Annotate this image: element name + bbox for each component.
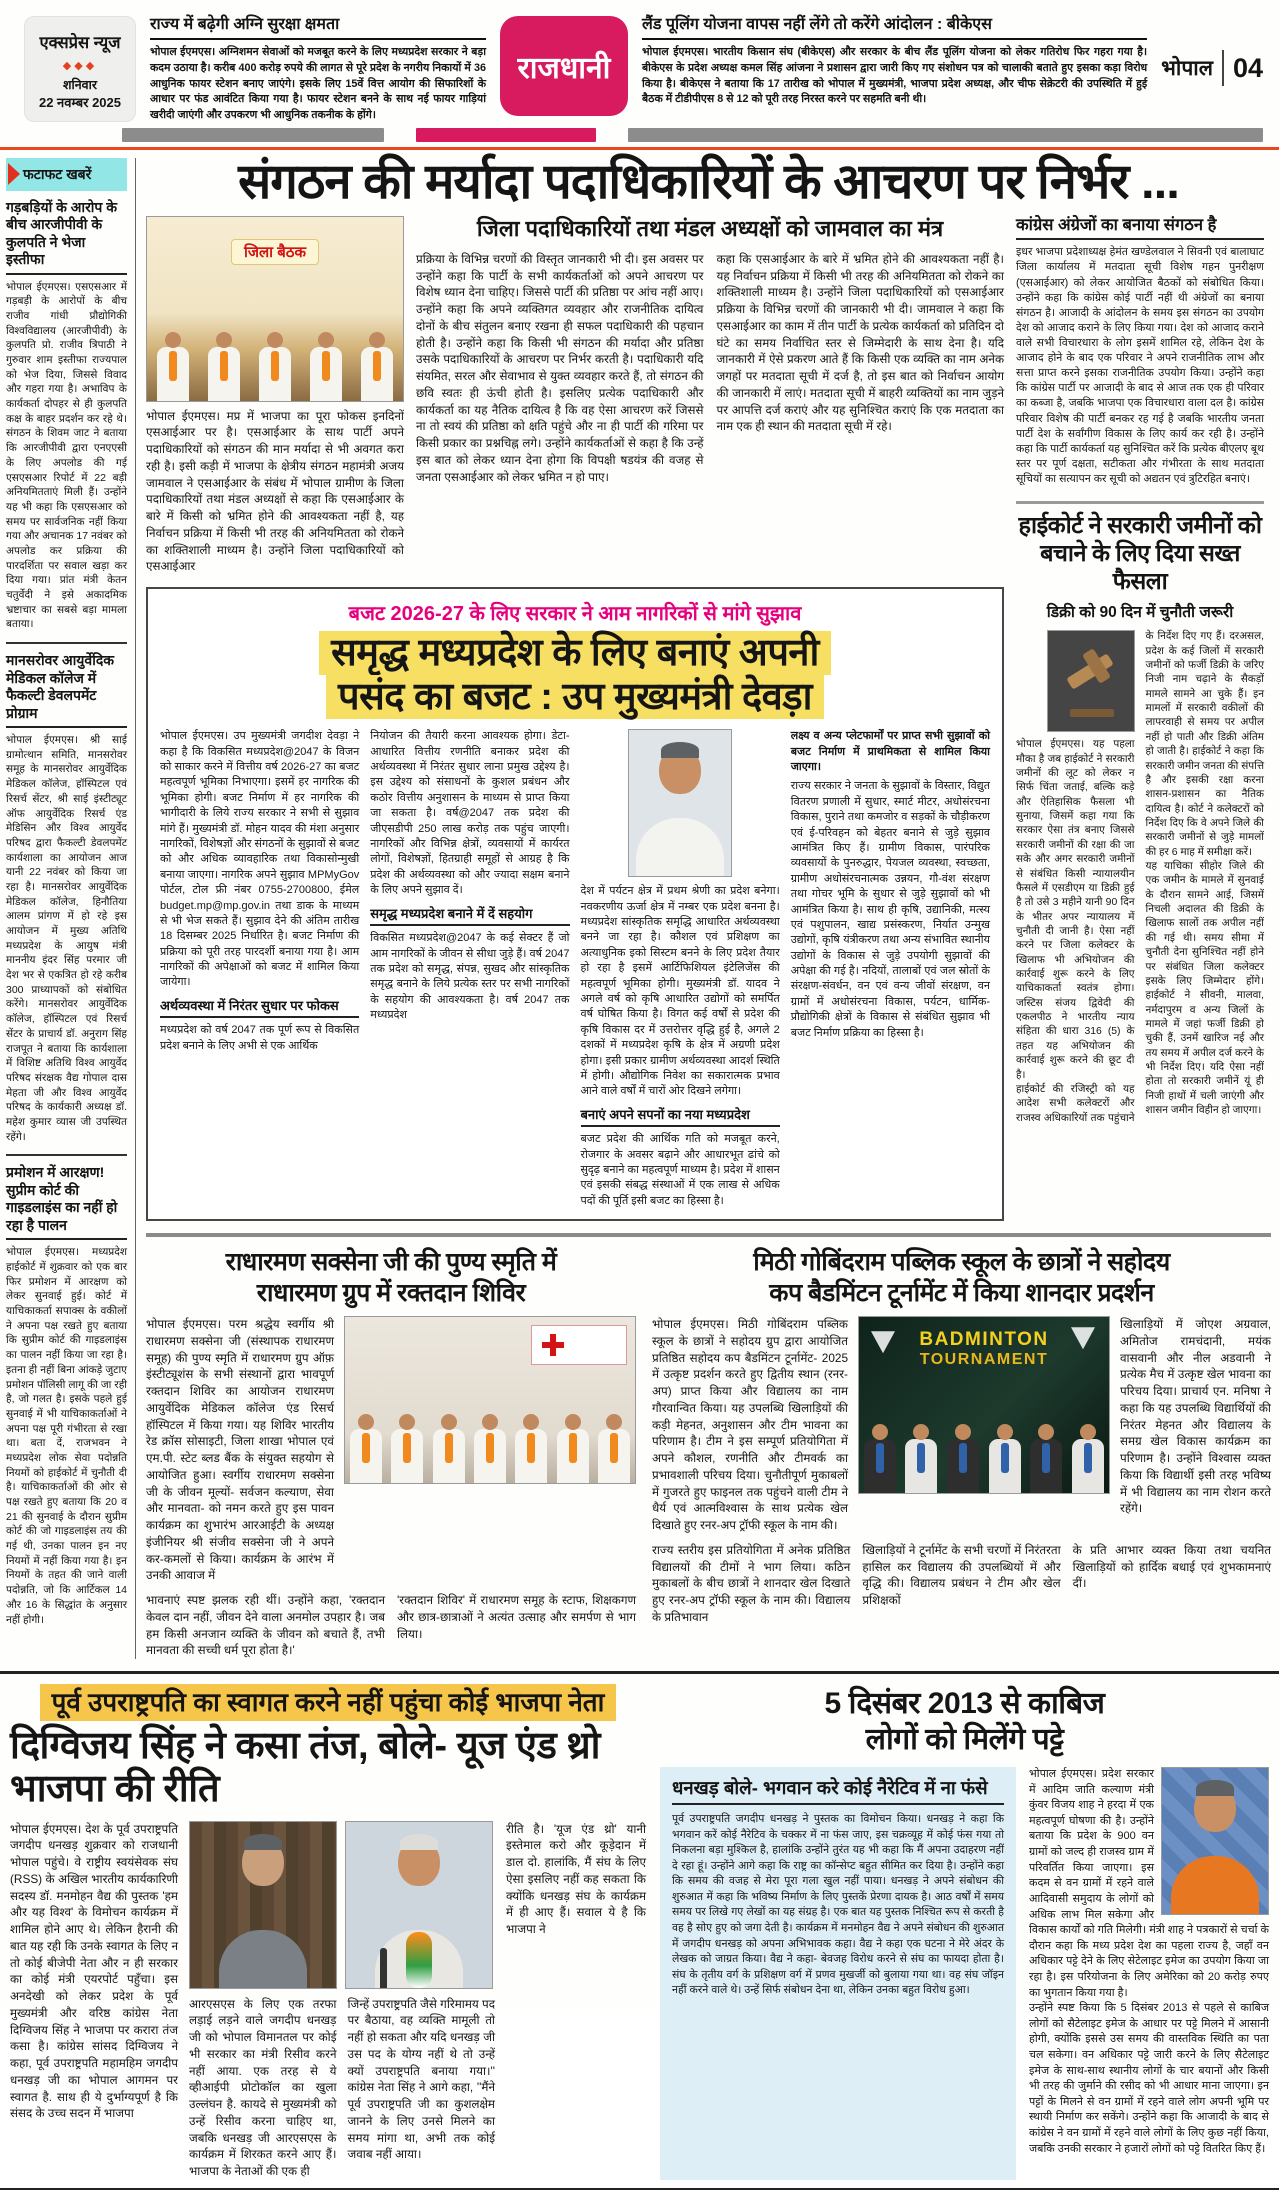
digvijay-col2: आरएसएस के लिए एक तरफा लड़ाई लड़ने वाले जगदीप धनखड़ जी को भोपाल विमानतल पर कोई भी सरकार का मंत्री रिसीव करने नहीं आया. एक तरह से ये व्हीआईपी प्रोटोकॉल का खुला उल्लंघन है. कायदे से मुख्यमंत्री को उन्हें रिसीव करना चाहिए था, जबकि धनखड़ जी आरएसएस के कार्यक्रम में शिरकत करने आए हैं। भाजपा के नेताओं की एक ही <box>189 1996 337 2179</box>
budget-headline: समृद्ध मध्यप्रदेश के लिए बनाएं अपनी पसंद का बजट : उप मुख्यमंत्री देवड़ा <box>160 631 990 719</box>
digvijay-col4: रीति है। 'यूज एंड थ्रो' यानी इस्तेमाल करो और कूड़ेदान में डाल दो. हालांकि, मैं संघ के लिए ऐसा इसलिए नहीं कह सकता कि क्योंकि धनखड़ संघ के कार्यक्रम में ही आए हैं। सवाल ये है कि भाजपा ने <box>506 1821 646 1937</box>
brief-land-pooling <box>642 16 1147 108</box>
badminton-bottom3: के प्रति आभार व्यक्त किया तथा चयनित खिलाड़ियों को हार्दिक बधाई एवं शुभकामनाएं दीं। <box>1072 1542 1271 1591</box>
badminton-bottom2: खिलाड़ियों ने टूर्नामेंट के सभी चरणों में निरंतरता हासिल कर विद्यालय की उपलब्धियों में और वृद्धि की। विद्यालय प्रबंधन ने टीम और खेल प्रशिक्षकों <box>862 1542 1061 1608</box>
brief-body: भोपाल ईएमएस। अग्निशमन सेवाओं को मजबूत करने के लिए मध्यप्रदेश सरकार ने बड़ा कदम उठाया है। करीब 400 करोड़ रुपये की लागत से पूरे प्रदेश के नगरीय निकायों में 36 आधुनिक फायर स्टेशन बनाए जाएंगे। इसके लिए 15वें वित्त आयोग की सिफारिशों के आधार पर फंड आवंटित किया गया है। फायर स्टेशन बनने के साथ नई फायर गाड़ियां खरीदी जाएंगी और उपकरण भी आधुनिक तकनीक के होंगे। <box>150 46 486 121</box>
badminton-article <box>652 1247 1271 1659</box>
dhankhar-quote-box <box>660 1767 1016 2180</box>
people-figures <box>147 327 403 401</box>
badminton-tournament-photo <box>858 1316 1110 1494</box>
quick-news-header <box>6 158 127 191</box>
minister-shah-photo <box>1161 1767 1269 1915</box>
sidebar-article-rgpv <box>6 199 127 633</box>
dhankhar-photo <box>189 1821 337 1989</box>
badminton-headline: मिठी गोबिंदराम पब्लिक स्कूल के छात्रों ने सहोदय कप बैडमिंटन टूर्नामेंट में किया शानदार प्रदर्शन <box>753 1248 1170 1307</box>
badminton-bottom1: राज्य स्तरीय इस प्रतियोगिता में अनेक प्रतिष्ठित विद्यालयों की टीमों ने भाग लिया। कठिन मुकाबलों के बीच छात्रों ने शानदार खेल दिखाते हुए रनर-अप ट्रॉफी स्कूल के नाम की। विद्यालय के प्रतिभावान <box>652 1542 851 1624</box>
blood-col2: भावनाएं स्पष्ट झलक रही थीं। उन्होंने कहा, 'रक्तदान केवल दान नहीं, जीवन देने वाला अनमोल उपहार है। जब हम किसी अनजान व्यक्ति के जीवन को बचाते हैं, तभी मानवता की सच्ची धर्म पूरा होता है।' <box>146 1593 385 1658</box>
page-header <box>0 0 1279 126</box>
article-title: प्रमोशन में आरक्षण! सुप्रीम कोर्ट की गाइडलाइंस का नहीं हो रहा है पालन <box>6 1164 127 1240</box>
weekday: शनिवार <box>63 78 97 92</box>
lead-col1: भोपाल ईएमएस। मप्र में भाजपा का पूरा फोकस इनदिनों एसआईआर पर है। एसआईआर के साथ पार्टी अपने पदाधिकारियों को संगठन की मान मर्यादा से भी अवगत करा रही है। इसी कड़ी में भाजपा के क्षेत्रीय संगठन महामंत्री अजय जामवाल ने एसआईआर के संबंध में भोपाल ग्रामीण के जिला पदाधिकारियों तथा मंडल अध्यक्षों से कहा कि एसआईआर के बारे में किसी को भ्रमित होने की आवश्यकता नहीं है, यह निर्वाचन प्रक्रिया में किसी भी तरह की अनियमितता को रोकने का शक्तिशाली माध्यम है। उन्होंने जिला पदाधिकारियों को एसआईआर <box>146 408 404 574</box>
brief-title: राज्य में बढ़ेगी अग्नि सुरक्षा क्षमता <box>150 16 486 40</box>
decorative-bar <box>122 128 1263 142</box>
issue-date: 22 नवम्बर 2025 <box>38 95 121 110</box>
divider <box>6 1154 127 1156</box>
photo-text: BADMINTON <box>919 1329 1049 1351</box>
bjp-meeting-photo <box>146 216 404 402</box>
lead-subhead: जिला पदाधिकारियों तथा मंडल अध्यक्षों को जामवाल का मंत्र <box>476 215 944 241</box>
quick-news-sidebar <box>6 158 136 1660</box>
triangle-icon <box>8 163 20 185</box>
photo-banner-text: जिला बैठक <box>231 239 319 265</box>
digvijay-article <box>10 1684 646 2180</box>
court-subhead: डिक्री को 90 दिन में चुनौती जरूरी <box>1046 604 1234 622</box>
article-body: भोपाल ईएमएस। मध्यप्रदेश हाईकोर्ट में शुक्रवार को एक बार फिर प्रमोशन में आरक्षण को लेकर सुनवाई हुई। कोर्ट में याचिकाकर्ता सपाक्स के वकीलों ने अपना पक्ष रखते हुए बताया कि सुप्रीम कोर्ट की गाइडलाइंस का पालन नहीं किया जा रहा है। इतना ही नहीं बिना आंकड़े जुटाए प्रमोशन पॉलिसी लागू की जा रही है, जो गलत है। इसके पहले हुई सुनवाई में भी याचिकाकर्ताओं ने अपना पक्ष पूरी गंभीरता से रखा था। बता दें, राजभवन ने मध्यप्रदेश लोक सेवा पदोन्नति नियमों को हाईकोर्ट में चुनौती दी है। याचिकाकर्ताओं की ओर से पक्ष रखते हुए बताया कि 20 व 21 की सुनवाई के दौरान सुप्रीम कोर्ट की जो गाइडलाइंस तय की गई थी, उनका पालन इन नए नियमों में नहीं किया गया है। इन नियमों के तहत की जाने वाली पदोन्नति, जो कि आर्टिकल 14 और 16 के सिद्धांत के अनुसार नहीं होगी। <box>6 1246 127 1626</box>
lead-article <box>146 154 1271 1222</box>
quote-box-title: धनखड़ बोले- भगवान करे कोई नैरेटिव में ना फंसे <box>672 1777 1004 1805</box>
lead-col3: कहा कि एसआईआर के बारे में भ्रमित होने की आवश्यकता नहीं है। यह निर्वाचन प्रक्रिया में किसी भी तरह की अनियमितता को रोकने का शक्तिशाली माध्यम है। उन्होंने जिला पदाधिकारियों को एसआईआर प्रक्रिया के विभिन्न चरणों की जानकारी भी दी। जामवाल ने कहा कि एसआईआर का काम में तीन पार्टी के प्रत्येक कार्यकर्ता को प्रतिदिन दो घंटे का समय निर्वाचित स्तर से जिम्मेदारी के साथ देना है। यदि जानकारी में ऐसे प्रकरण आते हैं कि किसी एक व्यक्ति का नाम अनेक जगहों पर मतदाता सूची में दर्ज है, तो इस बात को निर्वाचन आयोग की जानकारी में लाएं। मतदाता सूची में बाहरी व्यक्तियों का नाम जुड़ने पर आपत्ति दर्ज कराएं और यह सुनिश्चित कराएं कि एक मतदाता का नाम एक ही स्थान की मतदाता सूची में रहे। <box>716 251 1004 434</box>
article-title: गड़बड़ियों के आरोप के बीच आरजीपीवी के कुलपति ने भेजा इस्तीफा <box>6 199 127 275</box>
budget-col2: नियोजन की तैयारी करना आवश्यक होगा। डेटा-आधारित वित्तीय रणनीति बनाकर प्रदेश की अर्थव्यवस्था में निरंतर सुधार लाना प्रमुख उद्देश्य है। इस उद्देश्य को संसाधनों के कुशल प्रबंधन और कठोर वित्तीय अनुशासन के माध्यम से प्राप्त किया जा सकता है। वर्ष@2047 तक प्रदेश की जीएसडीपी 250 लाख करोड़ तक पहुंच जाएगी। नागरिकों और विभिन्न क्षेत्रों, व्यवसायों में कार्यरत लोगों, विशेषज्ञों, हितग्राही समूहों से आग्रह है कि प्रदेश की अर्थव्यवस्था को और ज्यादा सक्षम बनाने के लिए अपने सुझाव दें। समृद्ध मध्यप्रदेश बनाने में दें सहयोग विकसित मध्यप्रदेश@2047 के कई सेक्टर हैं जो आम नागरिकों के जीवन से सीधा जुड़े हैं। वर्ष 2047 तक प्रदेश को समृद्ध, संपन्न, सुखद और सांस्कृतिक समृद्ध बनाने के लिये प्रत्येक स्तर पर सभी नागरिकों के सहयोग की आवश्यकता है। वर्ष 2047 तक मध्यप्रदेश <box>370 730 570 1022</box>
digvijay-kicker: पूर्व उपराष्ट्रपति का स्वागत करने नहीं पहुंचा कोई भाजपा नेता <box>10 1684 646 1721</box>
red-cross-banner <box>531 1325 627 1365</box>
lead-headline: संगठन की मर्यादा पदाधिकारियों के आचरण पर निर्भर ... <box>238 154 1179 209</box>
photo-text: TOURNAMENT <box>919 1351 1049 1369</box>
diamond-decoration-icon: ◆◆◆ <box>62 60 98 72</box>
city-label: भोपाल <box>1161 57 1213 80</box>
gavel-photo <box>1047 630 1135 732</box>
budget-article <box>146 587 1004 1221</box>
page-number-box <box>1161 16 1263 86</box>
lead-col2: प्रक्रिया के विभिन्न चरणों की विस्तृत जानकारी भी दी। इस अवसर पर उन्होंने कहा कि पार्टी के सभी कार्यकर्ताओं को अपने आचरण पर विशेष ध्यान देना चाहिए। जिससे पार्टी की प्रतिष्ठा पर आंच नहीं आए। उन्होंने कहा कि अपने व्यक्तिगत व्यवहार और राजनीतिक दायित्व दोनों के बीच संतुलन बनाए रखना ही सफल पदाधिकारी की पहचान होती है। उन्होंने कहा कि किसी भी संगठन की मर्यादा और प्रतिष्ठा उसके पदाधिकारियों के आचरण पर निर्भर करती है। पदाधिकारी यदि संयमित, सरल और सेवाभाव से युक्त व्यवहार करते हैं, तो संगठन की छवि स्वतः ही ऊंची होती है। इसलिए प्रत्येक पदाधिकारी और कार्यकर्ता का यह नैतिक दायित्व है कि वह ऐसा आचरण करें जिससे ना तो स्वयं की प्रतिष्ठा को क्षति पहुंचे और ना ही पार्टी की गरिमा पर किसी प्रकार का प्रश्नचिह्न लगे। उन्होंने कार्यकर्ताओं से कहा है कि उन्हें इस बात को लेकर ध्यान देना होगा कि विपक्षी षडयंत्र की वजह से जनता एसआईआर को लेकर भ्रमित न हो पाए। <box>416 251 704 484</box>
court-body: भोपाल ईएमएस। यह पहला मौका है जब हाईकोर्ट ने सरकारी जमीनों की लूट को लेकर न सिर्फ चिंता जताई, बल्कि कड़े और ऐतिहासिक फैसला भी सुनाया, जिसमें कहा गया कि सरकार ऐसा तंत्र बनाए जिससे सरकारी जमीनों की रक्षा की जा सके और अगर सरकारी जमीनों से संबंधित किसी न्यायालयीन फैसले में एसडीएम या डिक्री हुई है तो उसे 3 महीने यानी 90 दिन के भीतर अपर न्यायालय में चुनौती दी जानी है। ऐसा नहीं करने पर जिला कलेक्टर के खिलाफ भी अभियोजन की कार्रवाई शुरू करने के लिए याचिकाकर्ता स्वतंत्र होगा। जस्टिस संजय द्विवेदी की एकलपीठ ने भारतीय न्याय संहिता की धारा 316 (5) के तहत यह अभियोजन की कार्रवाई शुरू करने की छूट दी है। हाईकोर्ट की रजिस्ट्री को यह आदेश सभी कलेक्टरों और राजस्व अधिकारियों तक पहुंचाने के निर्देश दिए गए हैं। दरअसल, प्रदेश के कई जिलों में सरकारी जमीनों को फर्जी डिक्री के जरिए निजी नाम चढ़ाने के सैकड़ों मामले सामने आ चुके हैं। इन मामलों में सरकारी वकीलों की लापरवाही से समय पर अपील नहीं हो पाती और डिक्री अंतिम हो जाती है। हाईकोर्ट ने कहा कि सरकारी जमीन जनता की संपत्ति है और इसकी रक्षा करना शासन-प्रशासन का नैतिक दायित्व है। कोर्ट ने कलेक्टरों को निर्देश दिए कि वे अपने जिले की सरकारी जमीनों से जुड़े मामलों की हर 6 माह में समीक्षा करें। यह याचिका सीहोर जिले की एक जमीन के मामले में सुनवाई के दौरान सामने आई, जिसमें निचली अदालत की डिक्री के खिलाफ सालों तक अपील नहीं की गई थी। समय सीमा में चुनौती देना सुनिश्चित नहीं होने पर संबंधित जिला कलेक्टर इसके लिए जिम्मेदार होंगे। हाईकोर्ट ने सीवनी, मालवा, नर्मदापुरम व अन्य जिलों के मामले में जहां फर्जी डिक्री हो चुकी हैं, उनमें खारिज नई और तय समय में अपील दर्ज करने के भी निर्देश दिए। यदि ऐसा नहीं होता तो सरकारी जमीनें यूं ही निजी हाथों में चली जाएंगी और शासन जमीन विहीन हो जाएगा। <box>1016 631 1264 1124</box>
blood-donation-photo <box>344 1316 636 1484</box>
congress-subhead: कांग्रेस अंग्रेजों का बनाया संगठन है <box>1016 216 1264 241</box>
badminton-col3: खिलाड़ियों में जोएश अग्रवाल, अमितोज रामचंदानी, मयंक वासवानी और नील अडवानी ने प्रत्येक मैच में उत्कृष्ट खेल भावना का परिचय दिया। प्राचार्य एन. मनिषा ने कहा कि यह उपलब्धि विद्यार्थियों की निरंतर मेहनत और विद्यालय के समग्र खेल विकास कार्यक्रम का परिणाम है। उन्होंने विश्वास व्यक्त किया कि विद्यार्थी इसी तरह भविष्य में भी विद्यालय का नाम रोशन करते रहेंगे। <box>1120 1317 1271 1516</box>
budget-subhead-economy: अर्थव्यवस्था में निरंतर सुधार पर फोकस <box>160 998 359 1019</box>
bar-segment <box>122 128 384 142</box>
budget-col1: भोपाल ईएमएस। उप मुख्यमंत्री जगदीश देवड़ा ने कहा है कि विकसित मध्यप्रदेश@2047 के विजन को साकार करने में वित्तीय वर्ष 2026-27 का बजट महत्वपूर्ण भूमिका निभाएगा। इसमें हर नागरिक की भूमिका होगी। बजट निर्माण में हर नागरिक की भागीदारी के लिये राज्य सरकार ने सभी से सुझाव मांगे हैं। मुख्यमंत्री डॉ. मोहन यादव की मंशा अनुसार नागरिकों, विशेषज्ञों और संगठनों के सुझावों से बजट को और अधिक व्यावहारिक तथा विकासोन्मुखी बनाया जाएगा। नागरिक अपने सुझाव MPMyGov पोर्टल, टोल फ्री नंबर 0755-2700800, ईमेल budget.mp@mp.gov.in तथा डाक के माध्यम से भी भेज सकते हैं। सुझाव देने की अंतिम तारीख 18 दिसम्बर 2025 निर्धारित है। बजट निर्माण की प्रक्रिया को पूरी तरह पारदर्शी बनाया गया है। आम नागरिकों की अपेक्षाओं को बजट में शामिल किया जायेगा। अर्थव्यवस्था में निरंतर सुधार पर फोकस मध्यप्रदेश को वर्ष 2047 तक पूर्ण रूप से विकसित प्रदेश बनाने के लिए अभी से एक आर्थिक <box>160 730 360 1052</box>
patta-headline: 5 दिसंबर 2013 से काबिज लोगों को मिलेंगे पट्टे <box>824 1687 1105 1756</box>
budget-subhead-dream: बनाएं अपने सपनों का नया मध्यप्रदेश <box>581 1107 780 1128</box>
brief-body: भोपाल ईएमएस। भारतीय किसान संघ (बीकेएस) और सरकार के बीच लैंड पूलिंग योजना को लेकर गतिरोध फिर गहरा गया है। बीकेएस के प्रदेश अध्यक्ष कमल सिंह आंजना ने प्रशासन द्वारा जारी किए गए संशोधन पत्र को चालाकी बताते हुए इसका कड़ा विरोध किया है। बीकेएस ने बताया कि 17 तारीख को भोपाल में मुख्यमंत्री, भाजपा प्रदेश अध्यक्ष, और चीफ सेक्रेटरी की उपस्थिति में हुई बैठक में टीडीपीएस 8 से 12 को पूरी तरह निरस्त करने पर सहमति बनी थी। <box>642 46 1148 106</box>
badminton-col1: भोपाल ईएमएस। मिठी गोबिंदराम पब्लिक स्कूल के छात्रों ने सहोदय ग्रुप द्वारा आयोजित प्रतिष्ठित सहोदय कप बैडमिंटन टूर्नामेंट- 2025 में उत्कृष्ट प्रदर्शन करते हुए द्वितीय स्थान (रनर-अप) प्राप्त किया और विद्यालय का नाम गौरवान्वित किया। यह उपलब्धि खिलाड़ियों की कड़ी मेहनत, अनुशासन और टीम भावना का परिणाम है। टीम ने इस सम्पूर्ण प्रतियोगिता में अपने कौशल, रणनीति और टीमवर्क का प्रभावशाली परिचय दिया। चुनौतीपूर्ण मुकाबलों में गुजरते हुए फाइनल तक पहुंचने वाली टीम ने धैर्य एवं आत्मविश्वास के साथ प्रत्येक खेल दिखाते हुए रनर-अप ट्रॉफी स्कूल के नाम की। <box>652 1317 848 1533</box>
blood-col1: भोपाल ईएमएस। परम श्रद्धेय स्वर्गीय श्री राधारमण सक्सेना जी (संस्थापक राधारमण समूह) की पुण्य स्मृति में राधारमण ग्रुप ऑफ़ इंस्टीट्यूशंस के सभी संस्थानों द्वारा भावपूर्ण रक्तदान शिविर का आयोजन राधारमण आयुर्वेदिक मेडिकल कॉलेज एंड रिसर्च हॉस्पिटल में किया गया। यह शिविर भारतीय रेड क्रॉस सोसाइटी, जिला शाखा भोपाल एवं एम.पी. स्टेट ब्लड बैंक के संयुक्त सहयोग से आयोजित हुआ। स्वर्गीय राधारमण सक्सेना जी के जीवन मूल्यों- सर्वजन कल्याण, सेवा और मानवता- को नमन करते हुए इस पावन कार्यक्रम का शुभारंभ आरआईटी के अध्यक्ष इंजीनियर श्री संजीव सक्सेना जी ने अपने कर-कमलों से किया। कार्यक्रम के आरंभ में उनकी आवाज में <box>146 1317 334 1583</box>
budget-subhead-cooperation: समृद्ध मध्यप्रदेश बनाने में दें सहयोग <box>370 906 569 927</box>
divider <box>6 642 127 644</box>
article-body: भोपाल ईएमएस। श्री साई ग्रामोत्थान समिति, मानसरोवर समूह के मानसरोवर आयुर्वेदिक मेडिकल कॉलेज, हॉस्पिटल एवं रिसर्च सेंटर, श्री साई इंस्टीट्यूट ऑफ आयुर्वेदिक रिसर्च एंड मेडिसिन और विश्व आयुर्वेद परिषद द्वारा फैकल्टी डेवलपमेंट कार्यशाला का आयोजन आज यानी 22 नवंबर को किया जा रहा है। मानसरोवर आयुर्वेदिक मेडिकल कॉलेज, हिनौतिया आलम प्रांगण में हो रहे इस आयोजन में मुख्य अतिथि मध्यप्रदेश के आयुष मंत्री माननीय इंदर सिंह परमार जी देश भर से एकत्रित हो रहे करीब 300 प्राध्यापकों को संबोधित करेंगे। मानसरोवर आयुर्वेदिक कॉलेज, हॉस्पिटल एवं रिसर्च सेंटर के प्राचार्य डॉ. अनुराग सिंह राजपूत ने बताया कि कार्यशाला में विशिष्ट अतिथि विश्व आयुर्वेद परिषद संरक्षक वैद्य गोपाल दास मेहता जी और विश्व आयुर्वेद परिषद के कार्यकारी अध्यक्ष डॉ. महेश कुमार व्यास जी उपस्थित रहेंगे। <box>6 734 127 1143</box>
digvijay-photo <box>345 1821 493 1989</box>
people-figures <box>859 1419 1109 1493</box>
court-headline: हाईकोर्ट ने सरकारी जमीनों को बचाने के लिए दिया सख्त फैसला <box>1018 512 1262 594</box>
blood-donation-article <box>146 1247 636 1659</box>
paper-title: एक्सप्रेस न्यूज <box>39 34 121 52</box>
blood-headline: राधारमण सक्सेना जी की पुण्य स्मृति में राधारमण ग्रुप में रक्तदान शिविर <box>225 1248 557 1307</box>
article-title: मानसरोवर आयुर्वेदिक मेडिकल कॉलेज में फैकल्टी डेवलपमेंट प्रोग्राम <box>6 652 127 728</box>
digvijay-headline: दिग्विजय सिंह ने कसा तंज, बोले- यूज एंड थ्रो भाजपा की रीति <box>10 1725 600 1810</box>
congress-body: इधर भाजपा प्रदेशाध्यक्ष हेमंत खण्डेलवाल ने सिवनी एवं बालाघाट जिला कार्यालय में मतदाता सूची विशेष गहन पुनरीक्षण (एसआईआर) को लेकर आयोजित बैठकों को संबोधित किया। उन्होंने कहा कि कांग्रेस कोई पार्टी नहीं थी अंग्रेजों का बनाया संगठन है। आजादी के आंदोलन के समय इस संगठन का उपयोग देश को आजाद कराने के लिए किया गया। देश को आजाद कराने वाले सभी विचारधारा के लोग इसमें शामिल रहे, लेकिन देश के आजाद होने के बाद एक परिवार ने अपने राजनीतिक लाभ और सत्ता प्राप्त करने इसका राजनीतिक उपयोग किया। उन्होंने कहा कि कांग्रेस पार्टी पर आजादी के बाद से आज तक एक ही परिवार का कब्जा है, जबकि भाजपा एक विचारधारा वाला दल है। कांग्रेस परिवार विशेष की पार्टी बनकर रह गई है जबकि भारतीय जनता पार्टी देश के सर्वांगीण विकास के लिए कार्य कर रही है। उन्होंने कहा कि पार्टी कार्यकर्ता यह सुनिश्चित करें कि प्रत्येक बीएलए बूथ स्तर पर पूर्ण दक्षता, सटीकता और गंभीरता के साथ मतदाता सूचियों का सत्यापन कर सूची को अद्यतन एवं त्रुटिरहित बनाएं। <box>1016 246 1264 485</box>
article-body: भोपाल ईएमएस। एसएसआर में गड़बड़ी के आरोपों के बीच राजीव गांधी प्रौद्योगिकी विश्वविद्यालय (आरजीपीवी) के कुलपति प्रो. राजीव त्रिपाठी ने गुरुवार शाम इस्तीफा राज्यपाल को भेज दिया, जिससे विवाद और गहरा गया है। अभाविप के कार्यकर्ता दोपहर से ही कुलपति कक्ष के बाहर प्रदर्शन कर रहे थे। संगठन के शिवम जाट ने बताया कि आरजीपीवी द्वारा एनएएसी के लिए अपलोड की गई एसएसआर रिपोर्ट में 22 बड़ी अनियमितताएं मिली हैं। उन्होंने यह भी कहा कि एसएसआर को समय पर सार्वजनिक नहीं किया गया और अचानक 17 नवंबर को अपलोड कर प्रक्रिया की पारदर्शिता पर सवाल खड़ा कर दिया गया। प्रांत मंत्री केतन चतुर्वेदी ने इसे अकादमिक भ्रष्टाचार का सबसे बड़ा मामला बताया। <box>6 280 127 631</box>
section-badge: राजधानी <box>500 16 628 116</box>
brief-title: लैंड पूलिंग योजना वापस नहीं लेंगे तो करेंगे आंदोलन : बीकेएस <box>642 16 1147 40</box>
bar-segment <box>416 128 596 142</box>
budget-col3: देश में पर्यटन क्षेत्र में प्रथम श्रेणी का प्रदेश बनेगा। नवकरणीय ऊर्जा क्षेत्र में नम्बर एक प्रदेश बनना है। मध्यप्रदेश सांस्कृतिक समृद्धि आधारित अर्थव्यवस्था बनने जा रहा है। कौशल एवं प्रशिक्षण का अत्याधुनिक इको सिस्टम बनने के लिए प्रदेश तैयार हो रहा है इसमें आर्टिफिशियल इंटेलिजेंस की महत्वपूर्ण भूमिका होगी। मुख्यमंत्री डॉ. यादव ने अगले वर्ष को कृषि आधारित उद्योगों को समर्पित वर्ष घोषित किया है। विगत कई वर्षों से प्रदेश की कृषि विकास दर में उत्तरोत्तर वृद्धि हुई है, अगले 2 दशकों में मध्यप्रदेश कृषि के क्षेत्र में अग्रणी प्रदेश होगा। इसी प्रकार ग्रामीण अर्थव्यवस्था आदर्श स्थिति में होगी। औद्योगिक निवेश का सकारात्मक प्रभाव आने वाले वर्षों में चारों ओर दिखने लगेगा। बनाएं अपने सपनों का नया मध्यप्रदेश बजट प्रदेश की आर्थिक गति को मजबूत करने, रोजगार के अवसर बढ़ाने और आधारभूत ढांचे को सुदृढ़ बनाने का महत्वपूर्ण माध्यम है। प्रदेश में शासन एवं इसकी संबद्ध संस्थाओं में एक लाख से अधिक पदों की पूर्ति इसी बजट का हिस्सा है। <box>581 729 780 1209</box>
people-figures <box>345 1409 635 1483</box>
patta-body: भोपाल ईएमएस। प्रदेश सरकार में आदिम जाति कल्याण मंत्री कुंवर विजय शाह ने हरदा में एक महत्वपूर्ण घोषणा की है। उन्होंने बताया कि प्रदेश के 900 वन ग्रामों को जल्द ही राजस्व ग्राम में परिवर्तित किया जाएगा। इस कदम से वन ग्रामों में रहने वाले आदिवासी समुदाय के लोगों को अधिक लाभ मिल सकेगा और विकास कार्यों को गति मिलेगी। मंत्री शाह ने पत्रकारों से चर्चा के दौरान कहा कि मध्य प्रदेश देश का पहला राज्य है, जहाँ वन अधिकार पट्टे देने के लिए सेटेलाइट इमेज का उपयोग किया जा रहा है। इस परियोजना के लिए अमेरिका को 20 करोड़ रुपए का भुगतान किया गया है। उन्होंने स्पष्ट किया कि 5 दिसंबर 2013 से पहले से काबिज लोगों को सैटेलाइट इमेज के आधार पर पट्टे मिलने में आसानी होगी, क्योंकि इससे उस समय की वास्तविक स्थिति का पता चल सकेगा। वन अधिकार पट्टे जारी करने के लिए सैटेलाइट इमेज के साथ-साथ स्थानीय लोगों के चार बयानों और किसी भी तरह की जुर्माने की रसीद को भी आधार माना जाएगा। इन पट्टों के मिलने से वन ग्रामों में रहने वाले लोग अपनी भूमि पर स्थायी निर्माण कर सकेंगे। उन्होंने कहा कि आजादी के बाद से कांग्रेस ने वन ग्रामों में रहने वाले लोगों के लिए कुछ नहीं किया, जबकि उनकी सरकार ने हजारों लोगों को पट्टे वितरित किए हैं। <box>1029 1768 1269 2155</box>
blood-col3: 'रक्तदान शिविर' में राधारमण समूह के स्टाफ, शिक्षकगण और छात्र-छात्राओं ने अत्यंत उत्साह और समर्पण से भाग लिया। <box>397 1593 636 1641</box>
deora-portrait-photo <box>628 729 732 877</box>
masthead <box>24 16 136 122</box>
divider <box>1222 50 1224 86</box>
page-number: 04 <box>1232 52 1263 83</box>
budget-col4: लक्ष्य व अन्य प्लेटफार्मों पर प्राप्त सभी सुझावों को बजट निर्माण में प्राथमिकता से शामिल किया जाएगा। राज्य सरकार ने जनता के सुझावों के विस्तार, विद्युत वितरण प्रणाली में सुधार, स्मार्ट मीटर, अधोसंरचना विकास, पुराने तथा कमजोर व सड़कों के चौड़ीकरण एवं ई-परिवहन को बेहतर बनाने से जुड़े सुझाव आमंत्रित किए हैं। ग्रामीण विकास, पारंपरिक व्यवसायों के पुनरुद्धार, पेयजल व्यवस्था, स्वच्छता, ग्रामीण अधोसंरचनात्मक उन्नयन, गौ-वंश संरक्षण तथा गोचर भूमि के सुधार से जुड़े सुझावों को भी आमंत्रित किया है। साथ ही कृषि, उद्यानिकी, मत्स्य एवं पशुपालन, खाद्य प्रसंस्करण, निर्यात उन्मुख उद्योगों, कृषि यंत्रीकरण तथा अन्य संभावित स्थानीय उद्योगों के विकास से जुड़े उपयोगी सुझावों की अपेक्षा की गई है। नदियों, तालाबों एवं जल स्रोतों के संरक्षण-संवर्धन, वन एवं वन्य जीवों संरक्षण, वन ग्रामों में अधोसंरचना विकास, पर्यटन, धार्मिक-प्रौद्योगिकी क्षेत्रों के विकास से संबंधित सुझाव भी बजट निर्माण प्रक्रिया का हिस्सा है। <box>790 730 990 1039</box>
quick-news-label: फटाफट खबरें <box>23 165 92 182</box>
budget-kicker: बजट 2026-27 के लिए सरकार ने आम नागरिकों से मांगे सुझाव <box>348 603 802 626</box>
bar-segment <box>628 128 1263 142</box>
sidebar-article-mansarovar <box>6 652 127 1144</box>
quote-box-body: पूर्व उपराष्ट्रपति जगदीप धनखड़ ने पुस्तक का विमोचन किया। धनखड़ ने कहा कि भगवान करें कोई नैरेटिव के चक्कर में ना फंस जाए, इस चक्रव्यूह में कोई फंस गया तो निकलना बड़ा मुश्किल है, हालांकि उन्होंने तुरंत यह भी कहा कि मैं अपना उदाहरण नहीं दे रहा हूं। उन्होंने आगे कहा कि राष्ट्र का कॉन्सेप्ट बहुत सीमित कर दिया है। उन्होंने कहा कि समय की वजह से मेरा पूरा गला खुल नहीं पाया। धनखड़ ने अपने संबोधन की शुरुआत में कहा कि भविष्य निर्माण के लिए पुस्तकें प्रेरणा दायक है। आठ वर्षों में समय समय पर लिखे गए लेखों का यह संग्रह है। एक बात यह पुस्तक निश्चित रूप से करती है वह है सोए हुए को जगा देती है। कार्यक्रम में मनमोहन वैद्य ने अपने संबोधन की शुरुआत में जगदीप धनखड़ को अपना अभिभावक कहा। वैद्य ने कहा एक घटना ने मेरे अंदर के लेखक को जाग्रत किया। वैद्य ने कहा- बेवजह विरोध करने से संघ का फायदा होता है। संघ के तृतीय वर्ग के प्रशिक्षण वर्ग में प्रणव मुखर्जी को बुलाया गया था। वह संघ जॉइन नहीं करने वाले थे। उन्हें सिर्फ संबोधन देना था, लेकिन उनका बहुत विरोध हुआ। <box>672 1813 1004 1997</box>
digvijay-col3: जिन्हें उपराष्ट्रपति जैसे गरिमामय पद पर बैठाया, वह व्यक्ति मामूली तो नहीं हो सकता और यदि धनखड़ जी उस पद के योग्य नहीं थे तो उन्हें क्यों उपराष्ट्रपति बनाया गया।'' कांग्रेस नेता सिंह ने आगे कहा, ''मैंने पूर्व उपराष्ट्रपति जी का कुशलक्षेम जानने के लिए उनसे मिलने का समय मांगा था, अभी तक कोई जवाब नहीं आया। <box>347 1996 495 2162</box>
court-article <box>1016 501 1264 1126</box>
brief-fire-safety <box>150 16 486 124</box>
sidebar-article-promotion <box>6 1164 127 1627</box>
digvijay-col1: भोपाल ईएमएस। देश के पूर्व उपराष्ट्रपति जगदीप धनखड़ शुक्रवार को राजधानी भोपाल पहुंचे। वे राष्ट्रीय स्वयंसेवक संघ (RSS) के अखिल भारतीय कार्यकारिणी सदस्य डॉ. मनमोहन वैद्य की पुस्तक 'हम और यह विश्व' के विमोचन कार्यक्रम में शामिल होने आए थे। लेकिन हैरानी की बात यह रही कि उनके स्वागत के लिए न तो कोई बीजेपी नेता और न ही सरकार का कोई मंत्री एयरपोर्ट पहुँचा। इस अनदेखी को लेकर प्रदेश के पूर्व मुख्यमंत्री और वरिष्ठ कांग्रेस नेता दिग्विजय सिंह ने भाजपा पर करारा तंज कसा है। कांग्रेस सांसद दिग्विजय ने कहा, पूर्व उपराष्ट्रपति महामहिम जगदीप धनखड़ जी का भोपाल आगमन पर स्वागत है. साथ ही ये दुर्भाग्यपूर्ण है कि संसद के उच्च सदन में भाजपा <box>10 1821 178 2121</box>
